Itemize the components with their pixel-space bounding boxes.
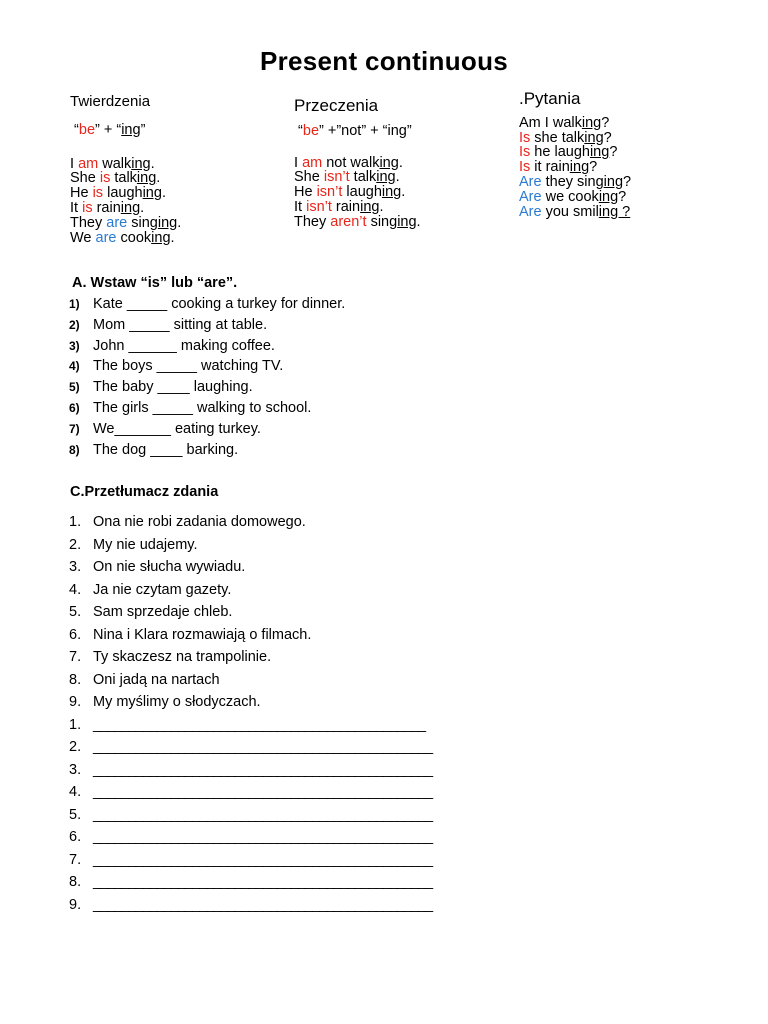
verb-stem: walk: [548, 114, 582, 131]
punctuation: ?: [618, 188, 627, 205]
ing-suffix: ing: [120, 199, 141, 216]
item-text: The dog ____ barking.: [93, 441, 239, 458]
exercise-a-item: [69, 358, 669, 379]
question-line: [519, 131, 631, 146]
verb-stem: you smil: [541, 203, 599, 220]
exercise-a-list: [69, 296, 669, 462]
ing-suffix: ing: [397, 213, 417, 230]
item-text: Sam sprzedaje chleb.: [93, 604, 233, 620]
item-text: ________________________________________________: [93, 806, 433, 823]
item-text: Ty skaczesz na trampolinie.: [93, 649, 272, 665]
questions-column: [519, 89, 632, 220]
verb-stem: rain: [331, 198, 361, 215]
ing-suffix: ing: [584, 129, 604, 146]
verb-stem: it rain: [530, 159, 570, 176]
item-number: 5.: [69, 806, 82, 823]
question-line: [519, 116, 631, 131]
auxiliary-verb: Are: [519, 188, 542, 205]
verb-stem: they sing: [541, 173, 604, 190]
exercise-c-sentence: [69, 582, 689, 605]
exercise-a-title: A. Wstaw “is” lub “are”.: [72, 275, 238, 291]
item-text: My myślimy o słodyczach.: [93, 694, 261, 710]
item-number: 5): [69, 380, 80, 395]
ing-suffix: ing: [131, 155, 151, 172]
statement-line: [70, 216, 181, 231]
rule-quote: ”: [140, 121, 146, 138]
exercise-c-answer-line: [69, 784, 689, 807]
question-line: [519, 205, 631, 220]
auxiliary-verb: isn’t: [323, 169, 350, 186]
statement-line: [70, 201, 181, 216]
negations-column: [294, 96, 421, 230]
verb-stem: walk: [98, 155, 132, 172]
exercise-c-answer-line: [69, 739, 689, 762]
negation-line: [294, 156, 421, 171]
punctuation: .: [150, 155, 155, 172]
item-number: 7.: [69, 851, 82, 868]
auxiliary-verb: isn’t: [306, 198, 332, 215]
exercise-c-sentence: [69, 559, 689, 582]
ing-suffix: ing: [598, 188, 619, 205]
subject: He: [294, 184, 317, 201]
negations-lines: [294, 156, 421, 230]
questions-lines: [519, 116, 631, 220]
item-number: 6.: [69, 829, 82, 845]
item-text: Nina i Klara rozmawiają o filmach.: [93, 626, 312, 643]
verb-stem: laugh: [103, 185, 143, 202]
subject: She: [70, 170, 100, 187]
item-text: Mom _____ sitting at table.: [93, 316, 268, 333]
question-line: [519, 160, 631, 175]
rule-ing: ing: [121, 121, 141, 138]
item-number: 9.: [69, 694, 82, 710]
exercise-c-title: C.Przetłumacz zdania: [70, 484, 219, 500]
statements-lines: [70, 157, 181, 246]
auxiliary-verb: Is: [519, 129, 531, 146]
negation-line: [294, 170, 421, 185]
statement-line: [70, 171, 181, 186]
statement-line: [70, 186, 181, 201]
auxiliary-verb: are: [106, 214, 128, 231]
statement-line: [70, 231, 181, 246]
item-text: ________________________________________________: [93, 761, 433, 778]
ing-suffix: ing: [581, 114, 602, 131]
auxiliary-verb: aren’t: [330, 213, 367, 230]
rule-quote: “: [298, 122, 303, 139]
punctuation: .: [177, 214, 182, 231]
exercise-c-sentence: [69, 627, 689, 650]
question-line: [519, 175, 631, 190]
punctuation: .: [161, 185, 166, 202]
item-text: On nie słucha wywiadu.: [93, 559, 246, 575]
exercise-c-answer-line: [69, 874, 689, 897]
item-number: 7): [69, 421, 80, 436]
item-number: 4): [69, 359, 80, 374]
exercise-c-answer-line: [69, 807, 689, 830]
item-number: 4.: [69, 581, 82, 598]
verb-stem: he laugh: [530, 144, 590, 161]
verb-stem: laugh: [342, 184, 382, 201]
exercise-c-list: [69, 514, 689, 919]
item-number: 1.: [69, 716, 82, 733]
page-title: Present continuous: [259, 46, 509, 76]
item-number: 9.: [69, 896, 82, 913]
subject: They: [294, 213, 331, 230]
rule-be: be: [302, 122, 320, 139]
item-text: ________________________________________________: [93, 851, 433, 868]
statements-rule: [70, 123, 181, 138]
verb-stem: cook: [116, 229, 152, 246]
subject: They: [70, 214, 107, 231]
negation-line: [294, 215, 421, 230]
item-number: 2): [69, 317, 80, 332]
verb-stem: talk: [349, 169, 377, 186]
rule-rest: ” +”not” + “ing”: [319, 122, 412, 139]
item-text: Ja nie czytam gazety.: [93, 581, 232, 598]
exercise-a-item: [69, 421, 669, 442]
ing-suffix: ing: [569, 159, 590, 176]
subject: She: [294, 169, 324, 186]
item-number: 3): [69, 338, 80, 353]
item-text: The boys _____ watching TV.: [93, 358, 284, 375]
item-number: 1.: [69, 514, 82, 530]
verb-stem: we cook: [541, 188, 599, 205]
verb-stem: not walk: [322, 154, 380, 171]
item-number: 1): [69, 297, 80, 311]
punctuation: .: [398, 154, 403, 171]
item-text: My nie udajemy.: [93, 536, 198, 553]
rule-be: be: [78, 121, 96, 138]
subject: It: [294, 198, 307, 215]
auxiliary-verb: is: [99, 170, 111, 187]
exercise-c-sentence: [69, 514, 689, 537]
auxiliary-verb: Are: [519, 173, 542, 190]
verb-stem: sing: [127, 214, 158, 231]
exercise-a-item: [69, 442, 669, 463]
item-text: ________________________________________________: [93, 896, 433, 913]
item-text: ________________________________________________: [93, 784, 433, 800]
item-text: The girls _____ walking to school.: [93, 399, 312, 416]
exercise-c-answer-line: [69, 852, 689, 875]
ing-suffix: ing: [151, 229, 171, 246]
item-number: 4.: [69, 784, 82, 800]
auxiliary-verb: are: [95, 229, 117, 246]
ing-suffix: ing: [142, 185, 162, 202]
exercise-c-answer-line: [69, 897, 689, 920]
exercise-c-answer-line: [69, 829, 689, 852]
item-number: 2.: [69, 739, 82, 755]
subject: I: [294, 154, 303, 171]
auxiliary-verb: Is: [519, 159, 531, 176]
item-number: 8): [69, 442, 80, 457]
question-line: [519, 145, 631, 160]
negations-heading: Przeczenia: [294, 96, 379, 115]
auxiliary-verb: is: [82, 199, 93, 216]
exercise-c-sentence: [69, 649, 689, 672]
exercise-c-sentence: [69, 537, 689, 560]
exercise-a-item: [69, 338, 669, 359]
punctuation: ?: [609, 144, 618, 161]
negation-line: [294, 185, 421, 200]
ing-suffix: ing: [603, 173, 624, 190]
ing-suffix: ing: [360, 198, 380, 215]
punctuation: .: [170, 229, 175, 246]
item-number: 6): [69, 400, 80, 415]
auxiliary-verb: isn’t: [316, 184, 343, 201]
punctuation: .: [156, 170, 161, 187]
punctuation: ?: [601, 114, 610, 131]
verb-stem: rain: [92, 199, 121, 216]
auxiliary-verb: is: [92, 185, 104, 202]
item-text: Oni jadą na nartach: [93, 671, 220, 688]
item-number: 7.: [69, 649, 82, 665]
statements-heading: Twierdzenia: [70, 93, 151, 110]
exercise-a-item: [69, 317, 669, 338]
punctuation: ?: [589, 159, 598, 176]
ing-suffix: ing ?: [598, 203, 631, 220]
ing-suffix: ing: [589, 144, 610, 161]
punctuation: .: [395, 169, 400, 186]
question-line: [519, 190, 631, 205]
ing-suffix: ing: [376, 169, 396, 186]
subject: He: [70, 185, 93, 202]
subject: We: [70, 229, 96, 246]
verb-stem: talk: [110, 170, 137, 187]
item-text: Ona nie robi zadania domowego.: [93, 514, 306, 530]
punctuation: .: [140, 199, 145, 216]
item-number: 8.: [69, 671, 82, 688]
rule-quote: “: [74, 121, 79, 138]
item-number: 3.: [69, 559, 82, 575]
negation-line: [294, 200, 421, 215]
item-text: John ______ making coffee.: [93, 337, 275, 354]
punctuation: .: [416, 213, 421, 230]
item-text: We_______ eating turkey.: [93, 420, 261, 437]
questions-heading: .Pytania: [519, 89, 581, 108]
auxiliary-verb: Are: [519, 203, 542, 220]
verb-stem: she talk: [530, 129, 585, 146]
auxiliary-verb: Is: [519, 144, 531, 161]
exercise-c-sentence: [69, 604, 689, 627]
item-text: The baby ____ laughing.: [93, 379, 253, 396]
item-number: 2.: [69, 536, 82, 553]
exercise-c-sentence: [69, 672, 689, 695]
item-text: _______________________________________________: [93, 716, 426, 733]
item-text: ________________________________________________: [93, 829, 433, 845]
exercise-a-item: [69, 296, 669, 317]
exercise-c-answer-line: [69, 717, 689, 740]
item-number: 8.: [69, 874, 82, 890]
item-number: 6.: [69, 626, 82, 643]
verb-stem: sing: [366, 213, 398, 230]
punctuation: ?: [623, 173, 632, 190]
statement-line: [70, 157, 181, 172]
auxiliary-verb: am: [78, 155, 99, 172]
negations-rule: [294, 124, 421, 139]
auxiliary-verb: Am I: [519, 114, 549, 131]
ing-suffix: ing: [136, 170, 157, 187]
punctuation: .: [379, 198, 384, 215]
item-text: ________________________________________________: [93, 874, 433, 890]
item-text: ________________________________________________: [93, 739, 433, 755]
punctuation: ?: [603, 129, 612, 146]
exercise-c-sentence: [69, 694, 689, 717]
ing-suffix: ing: [381, 184, 402, 201]
ing-suffix: ing: [379, 154, 399, 171]
exercise-c-answer-line: [69, 762, 689, 785]
punctuation: .: [401, 184, 406, 201]
statements-column: [70, 95, 181, 245]
ing-suffix: ing: [157, 214, 178, 231]
item-number: 3.: [69, 761, 82, 778]
item-text: Kate _____ cooking a turkey for dinner.: [93, 296, 346, 312]
rule-plus: ” + “: [95, 121, 122, 138]
subject: It: [70, 199, 83, 216]
subject: I: [70, 155, 79, 172]
exercise-a-item: [69, 379, 669, 400]
exercise-a-item: [69, 400, 669, 421]
item-number: 5.: [69, 604, 82, 620]
auxiliary-verb: am: [302, 154, 323, 171]
